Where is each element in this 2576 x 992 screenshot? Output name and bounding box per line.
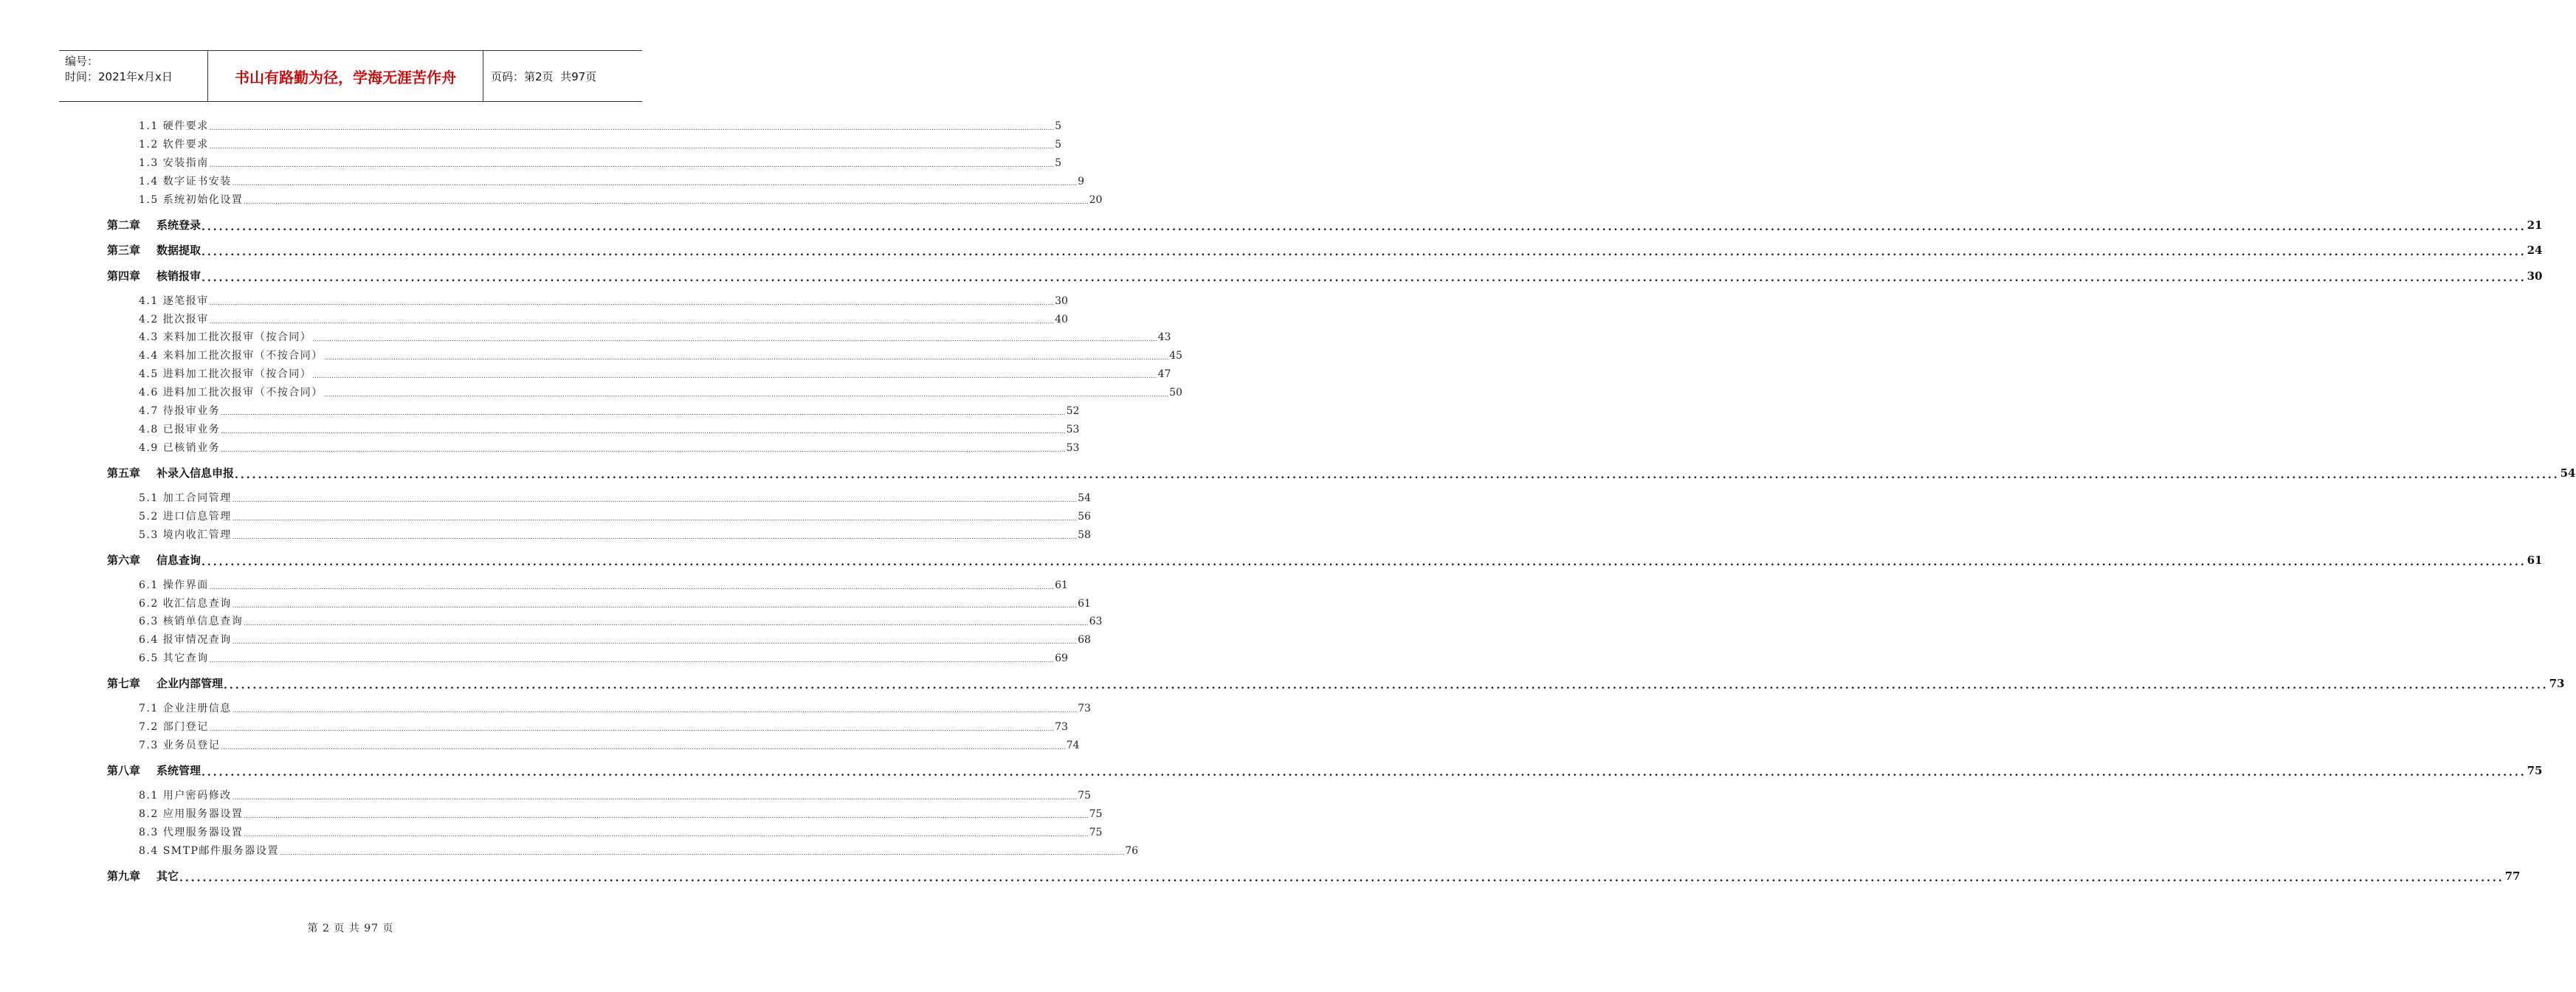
- toc-page-number: 75: [2527, 764, 2543, 777]
- toc-label: [107, 868, 179, 884]
- dot-leader: ................................................................................................................................................................................................................................................................................................................................................................................................................: [179, 872, 2504, 884]
- dot-leader: ................................................................................................................................................................................................................................................................................................................................................................................................................: [221, 427, 1066, 435]
- toc-label: 8.4 SMTP邮件服务器设置: [139, 844, 279, 857]
- dot-leader: ................................................................................................................................................................................................................................................................................................................................................................................................................: [202, 247, 2527, 259]
- toc-label: 4.5 进料加工批次报审（按合同）: [139, 368, 312, 381]
- toc-label: [107, 762, 201, 779]
- dot-leader: ................................................................................................................................................................................................................................................................................................................................................................................................................: [202, 221, 2527, 233]
- toc-label: 7.1 企业注册信息: [139, 703, 232, 715]
- toc-label: [107, 552, 201, 568]
- document-time: 时间：2021年x月x日: [65, 70, 173, 83]
- toc-page-number: 61: [1055, 579, 1068, 591]
- toc-label: 4.1 逐笔报审: [139, 294, 209, 307]
- toc-section[interactable]: [139, 614, 1103, 629]
- toc-page-number: 40: [1055, 313, 1068, 326]
- toc-label: 6.2 收汇信息查询: [139, 597, 232, 610]
- toc-page-number: 76: [1125, 844, 1139, 857]
- toc-section[interactable]: [139, 193, 1103, 207]
- toc-label: 7.3 业务员登记: [139, 740, 221, 751]
- toc-label: [107, 675, 223, 692]
- chapter-number: 第九章: [107, 869, 141, 883]
- toc-page-number: 20: [1089, 193, 1103, 206]
- toc-page-number: 61: [1078, 597, 1091, 610]
- toc-chapter[interactable]: [107, 465, 2576, 481]
- toc-page-number: 69: [1055, 652, 1068, 665]
- chapter-number: 第六章: [107, 553, 141, 567]
- toc-label: 7.2 部门登记: [139, 721, 209, 734]
- toc-page-number: 47: [1157, 368, 1171, 381]
- toc-label: 8.2 应用服务器设置: [139, 807, 244, 820]
- toc-page-number: 24: [2527, 244, 2543, 258]
- toc-label: 4.4 来料加工批次报审（不按合同）: [139, 350, 323, 362]
- toc-label: 4.2 批次报审: [139, 313, 209, 326]
- dot-leader: ................................................................................................................................................................................................................................................................................................................................................................................................................: [232, 179, 1078, 187]
- toc-page-number: 63: [1089, 616, 1103, 628]
- toc-section[interactable]: [139, 720, 1068, 734]
- toc-label: [107, 242, 201, 258]
- dot-leader: ................................................................................................................................................................................................................................................................................................................................................................................................................: [244, 830, 1089, 838]
- toc-section[interactable]: [139, 491, 1091, 506]
- dot-leader: ................................................................................................................................................................................................................................................................................................................................................................................................................: [323, 391, 1169, 399]
- toc-page-number: 56: [1078, 510, 1091, 523]
- chapter-number: 第二章: [107, 218, 141, 232]
- toc-section[interactable]: [139, 651, 1068, 666]
- toc-section[interactable]: [139, 441, 1080, 455]
- toc-label: 6.1 操作界面: [139, 579, 209, 591]
- toc-section[interactable]: [139, 701, 1091, 716]
- toc-label: [107, 268, 201, 284]
- dot-leader: ................................................................................................................................................................................................................................................................................................................................................................................................................: [244, 620, 1089, 628]
- toc-section[interactable]: [139, 348, 1182, 363]
- toc-page-number: 54: [1078, 492, 1091, 504]
- toc-section[interactable]: [139, 137, 1061, 152]
- dot-leader: ................................................................................................................................................................................................................................................................................................................................................................................................................: [202, 272, 2527, 284]
- toc-page-number: 61: [2527, 553, 2543, 567]
- toc-chapter[interactable]: [107, 868, 2521, 884]
- toc-section[interactable]: [139, 825, 1103, 840]
- dot-leader: ................................................................................................................................................................................................................................................................................................................................................................................................................: [209, 142, 1055, 151]
- toc-section[interactable]: [139, 119, 1061, 134]
- toc-label: 5.3 境内收汇管理: [139, 528, 232, 541]
- toc-label: [107, 465, 234, 481]
- toc-label: 1.2 软件要求: [139, 138, 209, 151]
- chapter-title: 补录入信息申报: [156, 466, 235, 480]
- chapter-number: 第四章: [107, 269, 141, 283]
- toc-section[interactable]: [139, 738, 1080, 753]
- toc-label: 5.1 加工合同管理: [139, 492, 232, 504]
- dot-leader: ................................................................................................................................................................................................................................................................................................................................................................................................................: [232, 514, 1078, 523]
- toc-section[interactable]: [139, 422, 1080, 437]
- chapter-number: 第五章: [107, 466, 141, 480]
- toc-page-number: 5: [1055, 156, 1061, 169]
- toc-label: 5.2 进口信息管理: [139, 510, 232, 523]
- toc-section[interactable]: [139, 312, 1068, 327]
- toc-page-number: 43: [1157, 331, 1171, 344]
- toc-page-number: 75: [1078, 790, 1091, 802]
- chapter-title: 企业内部管理: [156, 677, 224, 691]
- dot-leader: ................................................................................................................................................................................................................................................................................................................................................................................................................: [209, 125, 1055, 132]
- toc-chapter[interactable]: [107, 268, 2543, 284]
- toc-label: 4.3 来料加工批次报审（按合同）: [139, 331, 312, 344]
- chapter-number: 第三章: [107, 244, 141, 258]
- toc-page-number: 5: [1055, 138, 1061, 151]
- toc-section[interactable]: [139, 509, 1091, 524]
- dot-leader: ................................................................................................................................................................................................................................................................................................................................................................................................................: [209, 583, 1055, 591]
- toc-section[interactable]: [139, 528, 1091, 542]
- toc-page-number: 53: [1066, 441, 1080, 454]
- chapter-title: 系统管理: [156, 764, 202, 777]
- toc-page-number: 45: [1169, 350, 1182, 362]
- dot-leader: ................................................................................................................................................................................................................................................................................................................................................................................................................: [232, 707, 1078, 715]
- toc-section[interactable]: [139, 578, 1068, 593]
- toc-section[interactable]: [139, 404, 1080, 418]
- toc-section[interactable]: [139, 788, 1091, 803]
- toc-page-number: 73: [1078, 703, 1091, 715]
- toc-page-number: 74: [1066, 740, 1080, 751]
- toc-chapter[interactable]: [107, 762, 2543, 779]
- toc-page-number: 73: [2549, 677, 2565, 691]
- toc-section[interactable]: [139, 807, 1103, 822]
- toc-label: 6.5 其它查询: [139, 652, 209, 665]
- dot-leader: ................................................................................................................................................................................................................................................................................................................................................................................................................: [235, 469, 2560, 481]
- toc-page-number: 30: [2527, 269, 2543, 283]
- toc-chapter[interactable]: [107, 242, 2543, 259]
- dot-leader: ................................................................................................................................................................................................................................................................................................................................................................................................................: [232, 602, 1078, 610]
- dot-leader: ................................................................................................................................................................................................................................................................................................................................................................................................................: [323, 354, 1169, 362]
- toc-section[interactable]: [139, 367, 1171, 382]
- toc-chapter[interactable]: [107, 217, 2543, 233]
- dot-leader: ................................................................................................................................................................................................................................................................................................................................................................................................................: [312, 373, 1157, 381]
- dot-leader: ................................................................................................................................................................................................................................................................................................................................................................................................................: [202, 767, 2527, 779]
- toc-page-number: 77: [2504, 869, 2521, 883]
- toc-page-number: 50: [1169, 387, 1182, 399]
- header-page-info: 页码：第2页 共97页: [491, 69, 597, 83]
- dot-leader: ................................................................................................................................................................................................................................................................................................................................................................................................................: [209, 657, 1055, 665]
- chapter-title: 其它: [156, 869, 179, 883]
- toc-page-number: 52: [1066, 405, 1080, 417]
- toc-section[interactable]: [139, 174, 1084, 189]
- toc-section[interactable]: [139, 633, 1091, 647]
- dot-leader: ................................................................................................................................................................................................................................................................................................................................................................................................................: [221, 744, 1066, 751]
- dot-leader: ................................................................................................................................................................................................................................................................................................................................................................................................................: [244, 812, 1089, 820]
- toc-section[interactable]: [139, 385, 1182, 400]
- toc-page-number: 68: [1078, 634, 1091, 647]
- chapter-title: 系统登录: [156, 218, 202, 232]
- toc-label: 1.3 安装指南: [139, 156, 209, 169]
- toc-chapter[interactable]: [107, 675, 2565, 692]
- dot-leader: ................................................................................................................................................................................................................................................................................................................................................................................................................: [312, 336, 1157, 344]
- chapter-title: 数据提取: [156, 244, 202, 258]
- toc-page-number: 58: [1078, 528, 1091, 541]
- toc-label: [107, 217, 201, 233]
- toc-section[interactable]: [139, 294, 1068, 309]
- toc-section[interactable]: [139, 596, 1091, 611]
- dot-leader: ................................................................................................................................................................................................................................................................................................................................................................................................................: [279, 849, 1125, 857]
- header-motto: 书山有路勤为径，学海无涯苦作舟: [207, 51, 483, 101]
- toc-section[interactable]: [139, 330, 1171, 345]
- toc-page-number: 53: [1066, 423, 1080, 435]
- toc-label: 4.9 已核销业务: [139, 441, 221, 454]
- dot-leader: ................................................................................................................................................................................................................................................................................................................................................................................................................: [232, 533, 1078, 541]
- toc-page-number: 9: [1078, 175, 1084, 187]
- dot-leader: ................................................................................................................................................................................................................................................................................................................................................................................................................: [221, 410, 1066, 417]
- toc-section[interactable]: [139, 844, 1139, 858]
- toc-label: 1.5 系统初始化设置: [139, 193, 244, 206]
- dot-leader: ................................................................................................................................................................................................................................................................................................................................................................................................................: [221, 446, 1066, 454]
- toc-chapter[interactable]: [107, 552, 2543, 568]
- dot-leader: ................................................................................................................................................................................................................................................................................................................................................................................................................: [209, 161, 1055, 169]
- toc-label: 6.3 核销单信息查询: [139, 616, 244, 628]
- dot-leader: ................................................................................................................................................................................................................................................................................................................................................................................................................: [202, 556, 2527, 568]
- toc-label: 4.8 已报审业务: [139, 423, 221, 435]
- toc-page-number: 54: [2560, 466, 2576, 480]
- toc-label: 4.6 进料加工批次报审（不按合同）: [139, 387, 323, 399]
- toc-page-number: 5: [1055, 120, 1061, 132]
- toc-page-number: 75: [1089, 826, 1103, 838]
- dot-leader: ................................................................................................................................................................................................................................................................................................................................................................................................................: [209, 726, 1055, 734]
- toc-label: 1.4 数字证书安装: [139, 175, 232, 187]
- toc-section[interactable]: [139, 156, 1061, 170]
- document-number-label: 编号：: [65, 55, 99, 68]
- toc-label: 1.1 硬件要求: [139, 120, 209, 132]
- dot-leader: ................................................................................................................................................................................................................................................................................................................................................................................................................: [224, 680, 2549, 692]
- dot-leader: ................................................................................................................................................................................................................................................................................................................................................................................................................: [232, 638, 1078, 647]
- toc-page-number: 21: [2527, 218, 2543, 232]
- toc-page-number: 75: [1089, 807, 1103, 820]
- chapter-number: 第八章: [107, 764, 141, 777]
- toc-label: 6.4 报审情况查询: [139, 634, 232, 647]
- chapter-title: 信息查询: [156, 553, 202, 567]
- dot-leader: ................................................................................................................................................................................................................................................................................................................................................................................................................: [232, 794, 1078, 802]
- toc-label: 8.3 代理服务器设置: [139, 826, 244, 838]
- dot-leader: ................................................................................................................................................................................................................................................................................................................................................................................................................: [244, 198, 1089, 206]
- toc-page-number: 30: [1055, 294, 1068, 307]
- dot-leader: ................................................................................................................................................................................................................................................................................................................................................................................................................: [232, 496, 1078, 504]
- toc-label: 8.1 用户密码修改: [139, 790, 232, 802]
- chapter-title: 核销报审: [156, 269, 202, 283]
- toc-label: 4.7 待报审业务: [139, 405, 221, 417]
- chapter-number: 第七章: [107, 677, 141, 691]
- toc-page-number: 73: [1055, 721, 1068, 734]
- dot-leader: ................................................................................................................................................................................................................................................................................................................................................................................................................: [209, 317, 1055, 326]
- page-footer: 第 2 页 共 97 页: [307, 923, 394, 934]
- dot-leader: ................................................................................................................................................................................................................................................................................................................................................................................................................: [209, 299, 1055, 307]
